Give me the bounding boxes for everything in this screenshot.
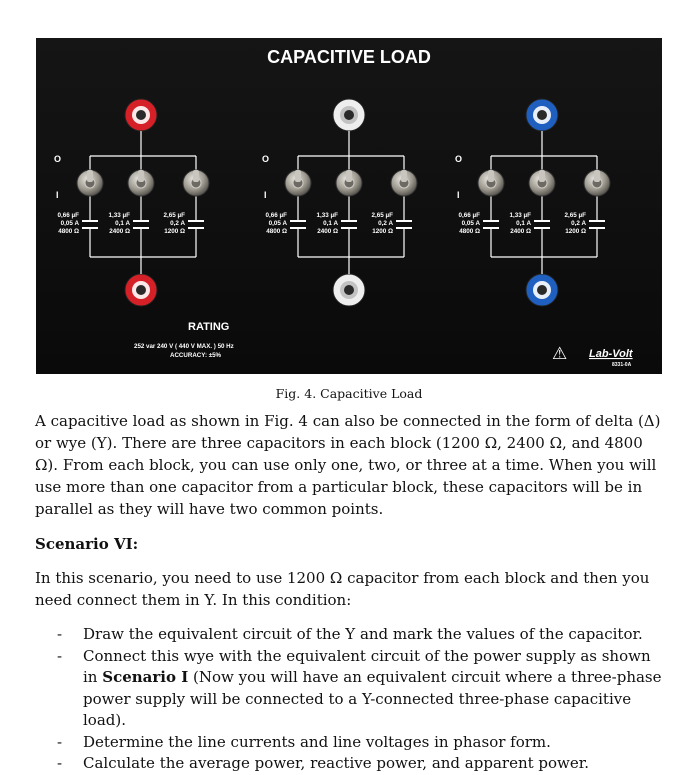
capacitor-rating-label: 0,66 µF	[57, 212, 79, 219]
list-item	[35, 732, 663, 754]
accuracy-label: ACCURACY: ±5%	[170, 352, 222, 359]
toggle-lever-icon	[346, 170, 352, 182]
warning-icon: ⚠	[552, 344, 568, 363]
capacitor-rating-label: 0,2 A	[571, 220, 586, 227]
task-power: Calculate the average power, reactive power, and apparent power.	[83, 754, 590, 772]
task-connect-after: (Now you will have an equivalent circuit where a three-phase power supply will be connected to a Y-connected three-phase capacitive load).	[83, 668, 662, 729]
capacitor-rating-label: 0,1 A	[516, 220, 531, 227]
switch-on-label: I	[457, 190, 460, 200]
capacitor-rating-label: 4800 Ω	[266, 228, 287, 235]
scenario-reference: Scenario I	[102, 668, 189, 686]
capacitor-rating-label: 0,2 A	[378, 220, 393, 227]
capacitor-rating-label: 0,1 A	[115, 220, 130, 227]
capacitor-rating-label: 1,33 µF	[316, 212, 338, 219]
capacitor-rating-label: 0,05 A	[461, 220, 480, 227]
list-item	[35, 646, 663, 732]
model-number: 8331-0A	[612, 362, 632, 368]
bullet-dash: -	[57, 625, 63, 643]
toggle-lever-icon	[539, 170, 545, 182]
toggle-lever-icon	[488, 170, 494, 182]
toggle-lever-icon	[138, 170, 144, 182]
jack-hole-icon[interactable]	[344, 285, 354, 295]
capacitor-rating-label: 0,2 A	[170, 220, 185, 227]
switch-off-label: O	[262, 154, 270, 164]
task-connect-before: Connect this wye with the equivalent circuit of the power supply as shown in	[83, 646, 651, 686]
capacitor-rating-label: 4800 Ω	[459, 228, 480, 235]
bullet-dash: -	[57, 754, 63, 772]
toggle-lever-icon	[401, 170, 407, 182]
list-item	[35, 624, 663, 646]
capacitor-rating-label: 2,65 µF	[564, 212, 586, 219]
capacitor-rating-label: 2400 Ω	[317, 228, 338, 235]
toggle-lever-icon	[193, 170, 199, 182]
bullet-dash: -	[57, 732, 63, 751]
bullet-dash: -	[57, 646, 63, 665]
capacitor-rating-label: 0,66 µF	[458, 212, 480, 219]
capacitor-rating-label: 0,66 µF	[265, 212, 287, 219]
capacitor-rating-label: 1,33 µF	[108, 212, 130, 219]
capacitor-rating-label: 1200 Ω	[372, 228, 393, 235]
toggle-lever-icon	[594, 170, 600, 182]
capacitor-rating-label: 1200 Ω	[565, 228, 586, 235]
capacitor-rating-label: 1,33 µF	[509, 212, 531, 219]
switch-off-label: O	[455, 154, 463, 164]
capacitor-rating-label: 0,05 A	[60, 220, 79, 227]
scenario-paragraph: In this scenario, you need to use 1200 Ω capacitor from each block and then you need connect them in Y. In this condition:	[35, 569, 650, 609]
task-list	[35, 624, 663, 775]
capacitor-rating-label: 2400 Ω	[109, 228, 130, 235]
jack-hole-icon[interactable]	[136, 285, 146, 295]
capacitor-rating-label: 2,65 µF	[371, 212, 393, 219]
capacitor-rating-label: 4800 Ω	[58, 228, 79, 235]
capacitive-load-photo	[36, 38, 662, 374]
switch-on-label: I	[264, 190, 267, 200]
capacitor-rating-label: 2400 Ω	[510, 228, 531, 235]
rating-title: RATING	[188, 321, 230, 333]
scenario-heading: Scenario VI:	[35, 535, 139, 553]
switch-off-label: O	[54, 154, 62, 164]
jack-hole-icon[interactable]	[537, 110, 547, 120]
capacitor-rating-label: 2,65 µF	[163, 212, 185, 219]
brand-logo: Lab-Volt	[589, 348, 633, 360]
switch-on-label: I	[56, 190, 59, 200]
rating-line: 252 var 240 V ( 440 V MAX. ) 50 Hz	[134, 343, 234, 350]
jack-hole-icon[interactable]	[344, 110, 354, 120]
jack-hole-icon[interactable]	[136, 110, 146, 120]
jack-hole-icon[interactable]	[537, 285, 547, 295]
toggle-lever-icon	[295, 170, 301, 182]
intro-paragraph: A capacitive load as shown in Fig. 4 can also be connected in the form of delta (Δ) or wye (Y). There are three capacitors in each block (1200 Ω, 2400 Ω, and 4800 Ω). From each block, you can use only one, two, or three at a time. When you will use more than one capacitor from a particular block, these capacitors will be in parallel as they will have two common points.	[35, 412, 661, 518]
panel-title: CAPACITIVE LOAD	[267, 47, 431, 67]
toggle-lever-icon	[87, 170, 93, 182]
task-line-values: Determine the line currents and line voltages in phasor form.	[83, 732, 551, 751]
capacitor-rating-label: 1200 Ω	[164, 228, 185, 235]
capacitor-rating-label: 0,1 A	[323, 220, 338, 227]
figure-caption: Fig. 4. Capacitive Load	[275, 386, 423, 401]
task-draw-circuit: Draw the equivalent circuit of the Y and mark the values of the capacitor.	[83, 625, 643, 643]
capacitor-rating-label: 0,05 A	[268, 220, 287, 227]
